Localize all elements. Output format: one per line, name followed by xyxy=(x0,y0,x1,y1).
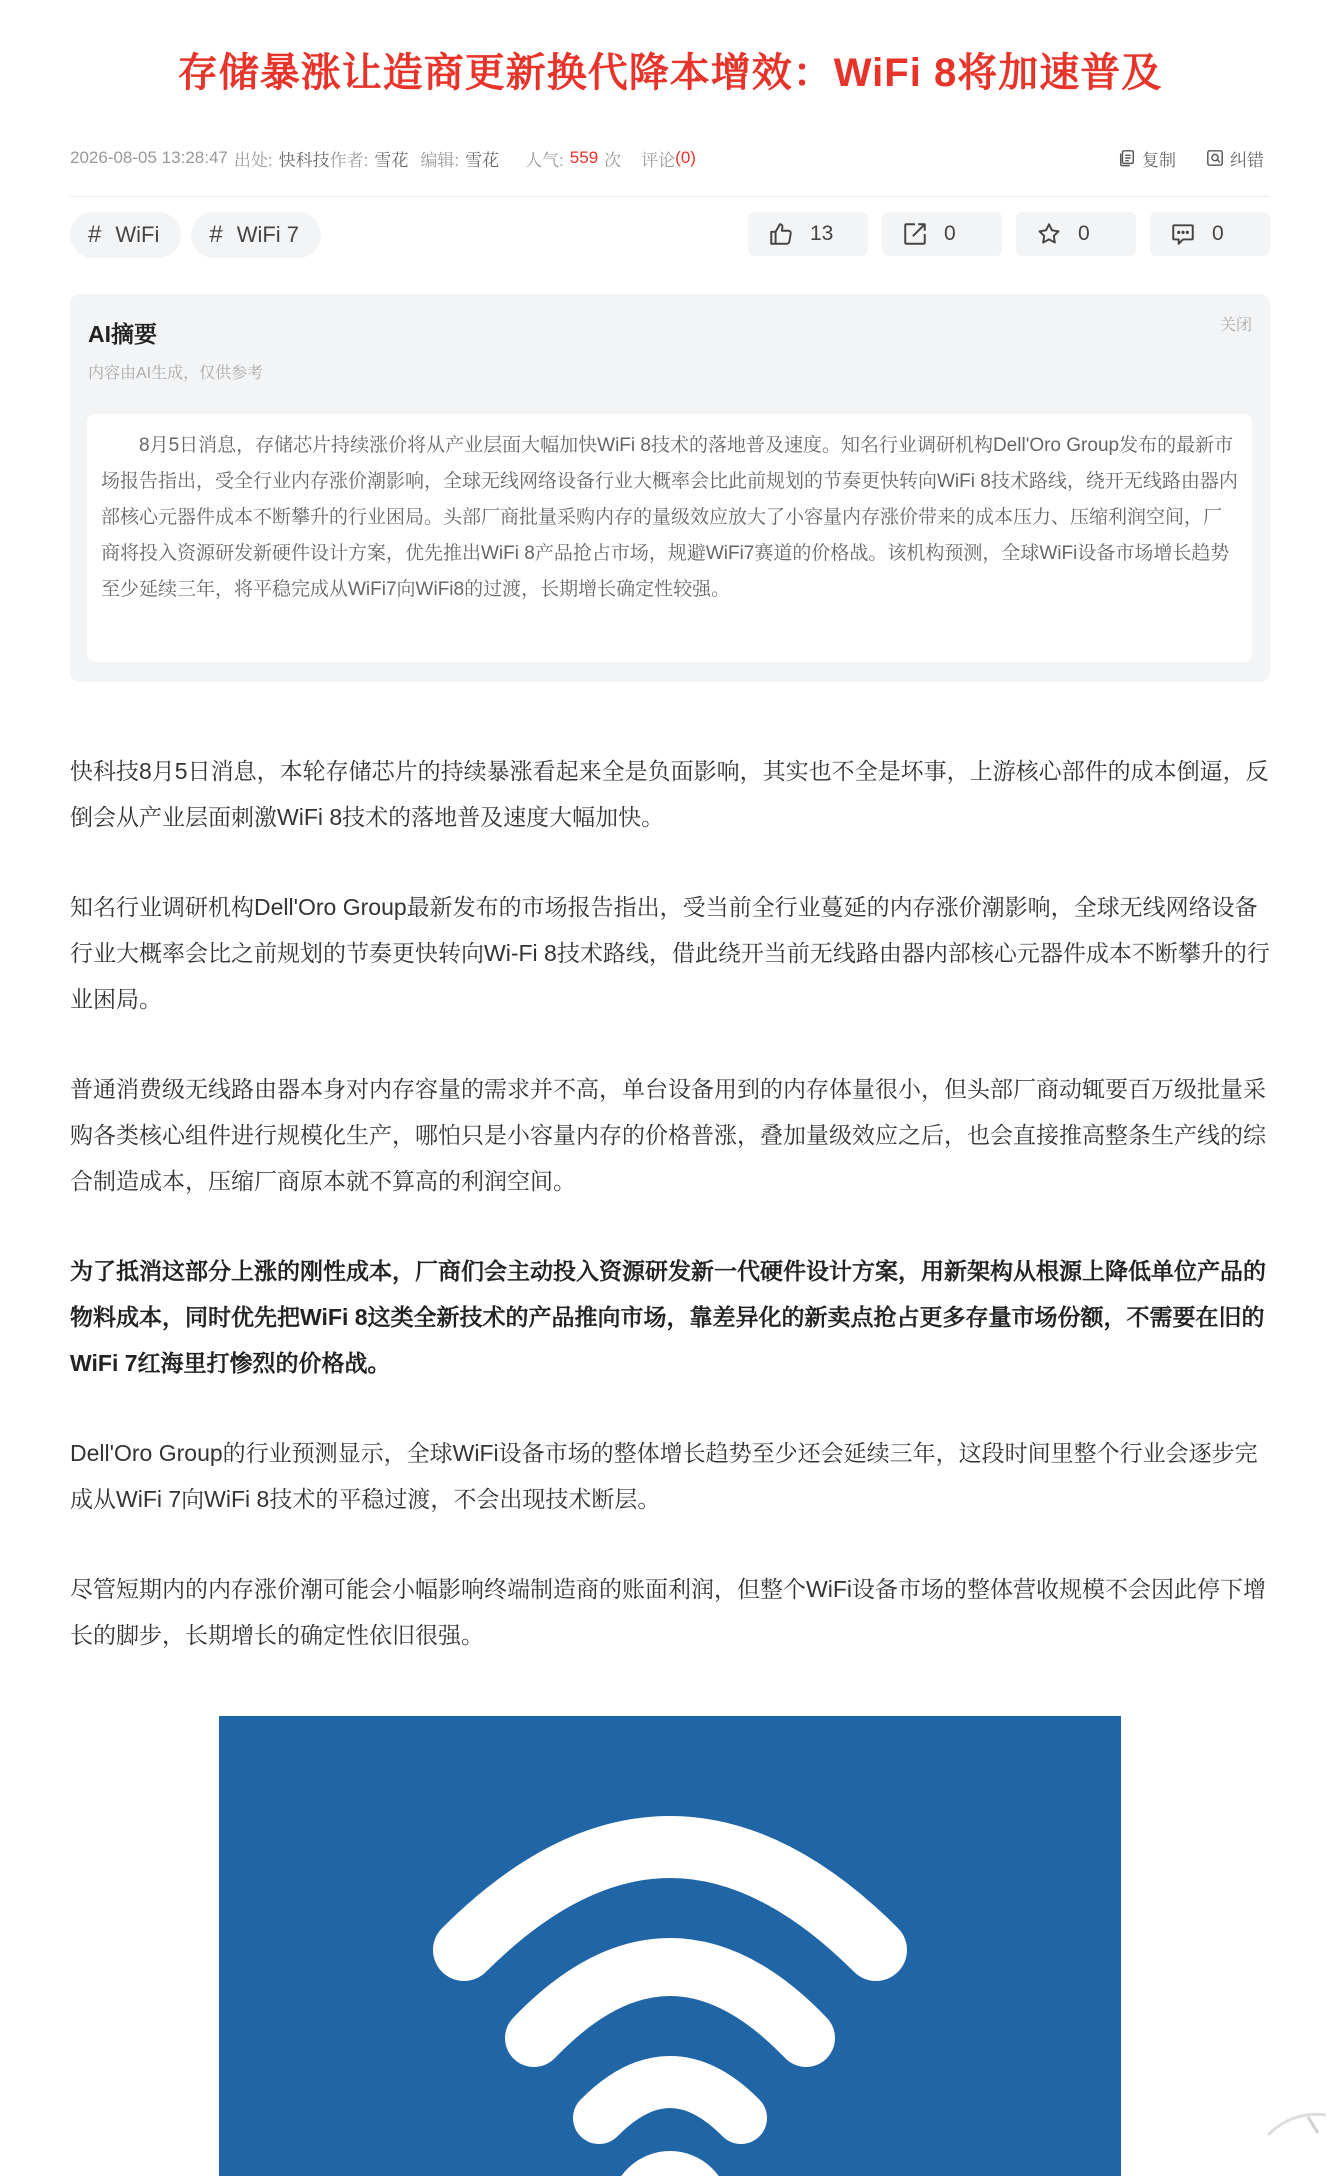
like-button[interactable] xyxy=(748,212,868,256)
source-label: 出处: xyxy=(233,150,273,170)
report-icon xyxy=(1206,149,1224,167)
engagement-bar xyxy=(748,212,1270,256)
paragraph: 普通消费级无线路由器本身对内存容量的需求并不高，单台设备用到的内存体量很小，但头部厂商动辄要百万级批量采购各类核心组件进行规模化生产，哪怕只是小容量内存的价格普涨，叠加量级效应之后，也会直接推高整条生产线的综合制造成本，压缩厂商原本就不算高的利润空间。 xyxy=(70,1076,1266,1194)
ai-summary-panel xyxy=(70,294,1270,682)
ai-summary-text: 8月5日消息，存储芯片持续涨价将从产业层面大幅加快WiFi 8技术的落地普及速度。知名行业调研机构Dell'Oro Group发布的最新市场报告指出，受全行业内存涨价潮影响，全球无线网络设备行业大概率会比此前规划的节奏更快转向WiFi 8技术路线，绕开无线路由器内部核心元器件成本不断攀升的行业困局。头部厂商批量采购内存的量级效应放大了小容量内存涨价带来的成本压力、压缩利润空间，厂商将投入资源研发新硬件设计方案，优先推出WiFi 8产品抢占市场，规避WiFi7赛道的价格战。该机构预测，全球WiFi设备市场增长趋势至少延续三年，将平稳完成从WiFi7向WiFi8的过渡，长期增长确定性较强。 xyxy=(101,435,1238,600)
watermark-logo xyxy=(1262,2107,1332,2141)
editor-name: 雪花 xyxy=(465,150,500,170)
favorite-button[interactable] xyxy=(1016,212,1136,256)
wifi-icon xyxy=(219,1716,1121,2176)
comments-label[interactable]: 评论 xyxy=(641,150,676,170)
tag-wifi[interactable] xyxy=(70,212,181,258)
star-icon xyxy=(1036,221,1062,247)
ai-summary-disclaimer: 内容由AI生成，仅供参考 xyxy=(88,365,264,382)
article-image xyxy=(219,1716,1121,2176)
copy-icon xyxy=(1118,149,1136,167)
paragraph-bold: 为了抵消这部分上涨的刚性成本，厂商们会主动投入资源研发新一代硬件设计方案，用新架构从根源上降低单位产品的物料成本，同时优先把WiFi 8这类全新技术的产品推向市场，靠差异化的新卖点抢占更多存量市场份额，不需要在旧的WiFi 7红海里打惨烈的价格战。 xyxy=(70,1258,1266,1376)
copy-label: 复制 xyxy=(1142,150,1176,170)
paragraph: Dell'Oro Group的行业预测显示，全球WiFi设备市场的整体增长趋势至少还会延续三年，这段时间里整个行业会逐步完成从WiFi 7向WiFi 8技术的平稳过渡，不会出现技术断层。 xyxy=(70,1440,1258,1512)
comment-count: 0 xyxy=(1212,222,1224,245)
tag-list xyxy=(70,212,321,258)
views-label: 人气: xyxy=(525,150,564,170)
ai-summary-title: AI摘要 xyxy=(88,321,157,347)
meta-divider xyxy=(70,196,1270,197)
article-container xyxy=(70,0,1270,1648)
source-name[interactable]: 快科技 xyxy=(278,150,330,170)
like-count: 13 xyxy=(810,222,834,245)
tag-label: WiFi xyxy=(115,222,160,247)
comments-count[interactable]: (0) xyxy=(675,148,696,167)
report-error-button[interactable] xyxy=(1206,146,1270,171)
ai-summary-content xyxy=(87,414,1252,662)
report-label: 纠错 xyxy=(1230,150,1264,170)
share-icon xyxy=(902,221,928,247)
share-count: 0 xyxy=(944,222,956,245)
author-label: 作者: xyxy=(329,150,369,170)
paragraph: 知名行业调研机构Dell'Oro Group最新发布的市场报告指出，受当前全行业蔓延的内存涨价潮影响，全球无线网络设备行业大概率会比之前规划的节奏更快转向Wi-Fi 8技术路线，借此绕开当前无线路由器内部核心元器件成本不断攀升的行业困局。 xyxy=(70,894,1270,1012)
copy-button[interactable] xyxy=(1118,146,1182,171)
article-meta xyxy=(70,140,1270,176)
views-count: 559 xyxy=(569,148,599,167)
share-button[interactable] xyxy=(882,212,1002,256)
publish-datetime: 2026-08-05 13:28:47 xyxy=(70,148,228,167)
tag-wifi-7[interactable] xyxy=(191,212,321,258)
paragraph: 快科技8月5日消息，本轮存储芯片的持续暴涨看起来全是负面影响，其实也不全是坏事，上游核心部件的成本倒逼，反倒会从产业层面刺激WiFi 8技术的落地普及速度大幅加快。 xyxy=(70,758,1269,830)
author-name[interactable]: 雪花 xyxy=(374,150,409,170)
hash-icon: # xyxy=(209,221,223,248)
meta-actions xyxy=(1118,146,1270,171)
comment-button[interactable] xyxy=(1150,212,1270,256)
paragraph: 尽管短期内的内存涨价潮可能会小幅影响终端制造商的账面利润，但整个WiFi设备市场的整体营收规模不会因此停下增长的脚步，长期增长的确定性依旧很强。 xyxy=(70,1576,1266,1648)
article-body xyxy=(70,748,1270,1702)
favorite-count: 0 xyxy=(1078,222,1090,245)
thumbs-up-icon xyxy=(768,221,794,247)
editor-label: 编辑: xyxy=(420,150,460,170)
comment-icon xyxy=(1170,221,1196,247)
views-unit: 次 xyxy=(604,150,622,170)
ai-summary-close-button[interactable]: 关闭 xyxy=(1219,317,1252,334)
article-title: 存储暴涨让造商更新换代降本增效：WiFi 8将加速普及 xyxy=(177,51,1163,95)
hash-icon: # xyxy=(88,221,102,248)
tag-label: WiFi 7 xyxy=(236,222,300,247)
